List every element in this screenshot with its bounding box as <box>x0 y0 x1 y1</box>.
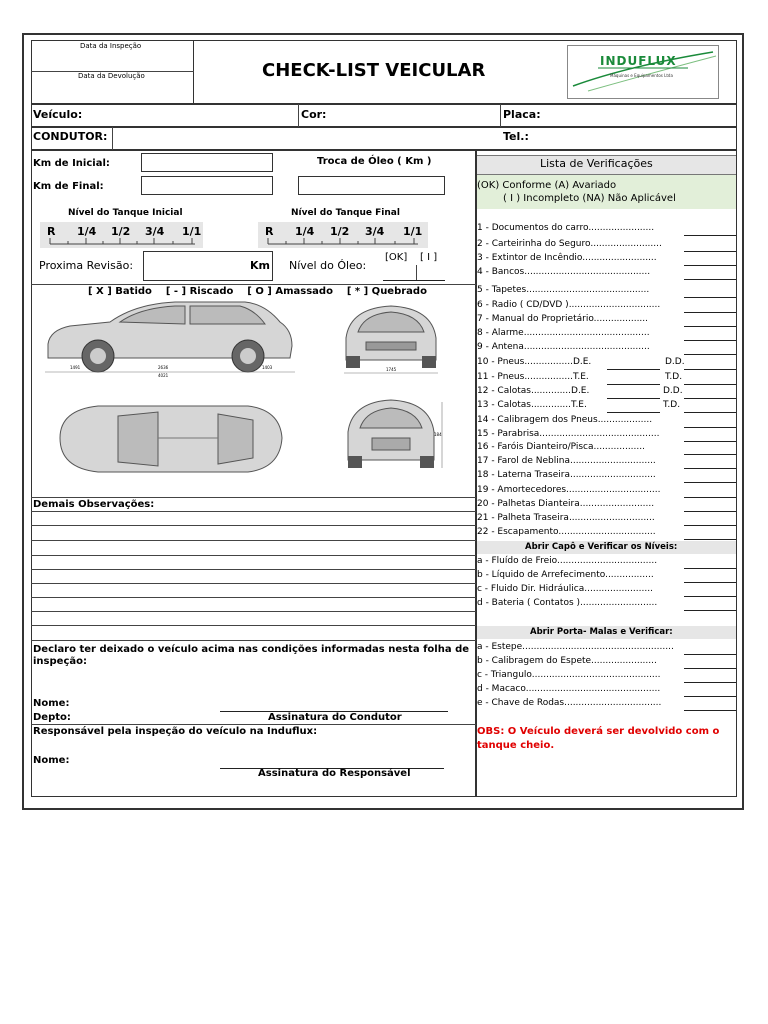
declaration-text-2: inspeção: <box>33 656 87 667</box>
list-item: 17 - Farol de Neblina.............................. <box>477 456 656 466</box>
tanque-inicial-label: Nível do Tanque Inicial <box>68 208 183 218</box>
check-field[interactable] <box>684 596 736 597</box>
calotas-te: 13 - Calotas..............T.E. <box>477 400 587 410</box>
scale-3-4: 3/4 <box>365 225 385 238</box>
obs-line <box>31 540 476 541</box>
scale-1-1: 1/1 <box>182 225 202 238</box>
obs-line <box>31 583 476 584</box>
check-field[interactable] <box>684 441 736 442</box>
list-item: e - Chave de Rodas.................................. <box>477 698 662 708</box>
responsavel-label: Responsável pela inspeção do veículo na Induflux: <box>33 726 318 737</box>
company-logo <box>567 45 719 99</box>
list-item: 21 - Palheta Traseira.............................. <box>477 513 655 523</box>
list-item: c - Fluido Dir. Hidráulica........................ <box>477 584 653 594</box>
tanque-inicial-ticks <box>40 236 203 248</box>
pneus-dd: D.D. <box>665 357 685 367</box>
side-dim-a: 1491 <box>70 365 81 370</box>
list-item: b - Calibragem do Espete....................... <box>477 656 657 666</box>
scale-1-4: 1/4 <box>295 225 315 238</box>
front-dim: 1745 <box>386 367 397 372</box>
tanque-final-label: Nível do Tanque Final <box>291 208 400 218</box>
assinatura-responsavel: Assinatura do Responsável <box>258 768 411 779</box>
list-item: 22 - Escapamento.................................. <box>477 527 656 537</box>
side-dim-total: 4021 <box>158 373 169 378</box>
obs-line <box>31 611 476 612</box>
check-field[interactable] <box>684 468 736 469</box>
checklist-title: Lista de Verificações <box>540 157 653 170</box>
check-field[interactable] <box>684 696 736 697</box>
scale-r: R <box>47 225 56 238</box>
oleo-i-option[interactable]: [ I ] <box>420 252 438 263</box>
check-field[interactable] <box>684 568 736 569</box>
list-item: d - Bateria ( Contatos )........................... <box>477 598 658 608</box>
check-field[interactable] <box>684 454 736 455</box>
list-item: a - Fluído de Freio................................... <box>477 556 658 566</box>
nome2-label: Nome: <box>33 755 70 766</box>
proxima-revisao-label: Proxima Revisão: <box>39 259 134 272</box>
condutor-label: CONDUTOR: <box>33 130 108 143</box>
check-field[interactable] <box>684 412 736 413</box>
check-field[interactable] <box>684 539 736 540</box>
troca-oleo-label: Troca de Óleo ( Km ) <box>317 156 432 167</box>
check-field[interactable] <box>607 412 660 413</box>
list-item: c - Triangulo............................................. <box>477 670 661 680</box>
list-item: 9 - Antena............................................ <box>477 342 650 352</box>
list-item: 4 - Bancos............................................ <box>477 267 651 277</box>
placa-label: Placa: <box>503 108 541 121</box>
side-dim-b: 2636 <box>158 365 169 370</box>
logo-text: INDUFLUX <box>600 54 677 68</box>
obs-note-1: OBS: O Veículo deverá ser devolvido com o <box>477 726 720 737</box>
list-item: 7 - Manual do Proprietário................... <box>477 314 649 324</box>
calotas-de: 12 - Calotas..............D.E. <box>477 386 590 396</box>
pneus-td: T.D. <box>665 372 683 382</box>
car-front-view <box>336 298 446 378</box>
list-item: 15 - Parabrisa.......................................... <box>477 429 660 439</box>
list-item: 6 - Radio ( CD/DVD )................................ <box>477 300 661 310</box>
check-field[interactable] <box>684 251 736 252</box>
side-dim-c: 1403 <box>262 365 273 370</box>
oleo-ok-option[interactable]: [OK] <box>385 252 408 263</box>
check-field[interactable] <box>684 654 736 655</box>
troca-oleo-field[interactable] <box>298 176 445 195</box>
list-item: 16 - Faróis Dianteiro/Pisca.................. <box>477 442 645 452</box>
obs-line <box>31 625 476 626</box>
check-field[interactable] <box>684 482 736 483</box>
check-field[interactable] <box>684 682 736 683</box>
condutor-row <box>31 127 737 150</box>
km-inicial-field[interactable] <box>141 153 273 172</box>
check-field[interactable] <box>684 312 736 313</box>
check-field[interactable] <box>684 369 736 370</box>
check-field[interactable] <box>607 398 660 399</box>
check-field[interactable] <box>684 610 736 611</box>
check-field[interactable] <box>607 384 660 385</box>
obs-line <box>31 569 476 570</box>
check-field[interactable] <box>684 710 736 711</box>
page-title: CHECK-LIST VEICULAR <box>262 60 486 81</box>
car-top-view <box>48 398 288 480</box>
veiculo-label: Veículo: <box>33 108 83 121</box>
pneus-de: 10 - Pneus.................D.E. <box>477 357 592 367</box>
check-field[interactable] <box>607 369 660 370</box>
tel-label: Tel.: <box>503 130 529 143</box>
obs-line <box>31 525 476 526</box>
check-field[interactable] <box>684 297 736 298</box>
list-item: 20 - Palhetas Dianteira.......................... <box>477 499 655 509</box>
legend-line-1: (OK) Conforme (A) Avariado <box>477 180 617 191</box>
km-final-label: Km de Final: <box>33 181 104 192</box>
logo-subtitle: Máquinas e Equipamentos Ltda <box>610 73 673 78</box>
km-inicial-label: Km de Inicial: <box>33 158 110 169</box>
check-field[interactable] <box>684 354 736 355</box>
list-item: a - Estepe..................................................... <box>477 642 674 652</box>
obs-line <box>31 555 476 556</box>
check-field[interactable] <box>684 398 736 399</box>
cor-label: Cor: <box>301 108 327 121</box>
list-item: 8 - Alarme............................................ <box>477 328 650 338</box>
porta-title: Abrir Porta- Malas e Verificar: <box>530 627 673 637</box>
calotas-td: T.D. <box>663 400 681 410</box>
scale-1-2: 1/2 <box>111 225 131 238</box>
list-item: 5 - Tapetes........................................... <box>477 285 650 295</box>
car-rear-view <box>336 390 446 480</box>
obs-note-2: tanque cheio. <box>477 740 555 751</box>
car-side-view <box>40 296 300 378</box>
declaration-text-1: Declaro ter deixado o veículo acima nas condições informadas nesta folha de <box>33 644 470 655</box>
data-devolucao-label: Data da Devolução <box>78 72 145 80</box>
list-item: d - Macaco............................................... <box>477 684 661 694</box>
km-unit: Km <box>250 259 270 272</box>
list-item: 2 - Carteirinha do Seguro......................... <box>477 239 662 249</box>
obs-line <box>31 640 476 641</box>
list-item: 19 - Amortecedores................................. <box>477 485 661 495</box>
check-field[interactable] <box>684 235 736 236</box>
pneus-te: 11 - Pneus.................T.E. <box>477 372 589 382</box>
list-item: 18 - Laterna Traseira.............................. <box>477 470 656 480</box>
obs-line <box>31 511 476 512</box>
scale-3-4: 3/4 <box>145 225 165 238</box>
check-field[interactable] <box>684 511 736 512</box>
check-field[interactable] <box>684 340 736 341</box>
legend-line-2: ( I ) Incompleto (NA) Não Aplicável <box>503 193 676 204</box>
depto-label: Depto: <box>33 712 71 723</box>
observacoes-label: Demais Observações: <box>33 499 155 510</box>
check-field[interactable] <box>684 525 736 526</box>
tanque-final-ticks <box>258 236 428 248</box>
nivel-oleo-label: Nível do Óleo: <box>289 259 367 272</box>
scale-1-1: 1/1 <box>403 225 423 238</box>
damage-legend: [ X ] Batido [ - ] Riscado [ O ] Amassado [ * ] Quebrado <box>88 286 427 297</box>
check-field[interactable] <box>684 326 736 327</box>
check-field[interactable] <box>684 427 736 428</box>
check-field[interactable] <box>684 384 736 385</box>
check-field[interactable] <box>684 279 736 280</box>
data-inspecao-label: Data da Inspeção <box>80 42 142 50</box>
scale-1-4: 1/4 <box>77 225 97 238</box>
check-field[interactable] <box>684 582 736 583</box>
scale-1-2: 1/2 <box>330 225 350 238</box>
vehicle-row <box>31 104 737 127</box>
check-field[interactable] <box>684 668 736 669</box>
obs-line <box>31 597 476 598</box>
list-item: 3 - Extintor de Incêndio.......................... <box>477 253 657 263</box>
list-item: 14 - Calibragem dos Pneus................... <box>477 415 653 425</box>
km-final-field[interactable] <box>141 176 273 195</box>
list-item: b - Líquido de Arrefecimento................. <box>477 570 654 580</box>
nome-label: Nome: <box>33 698 70 709</box>
scale-r: R <box>265 225 274 238</box>
list-item: 1 - Documentos do carro....................... <box>477 223 655 233</box>
check-field[interactable] <box>684 265 736 266</box>
rear-dim: 184 <box>434 432 442 437</box>
assinatura-condutor: Assinatura do Condutor <box>268 712 402 723</box>
check-field[interactable] <box>684 497 736 498</box>
capo-title: Abrir Capô e Verificar os Níveis: <box>525 542 678 552</box>
calotas-dd: D.D. <box>663 386 683 396</box>
